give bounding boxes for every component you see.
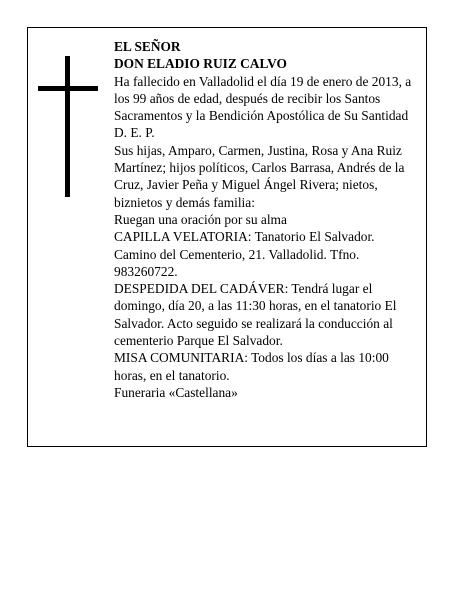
funeral-home: Funeraria «Castellana»: [114, 384, 238, 400]
heading-title: EL SEÑOR: [114, 39, 181, 54]
cross-vertical-bar: [65, 56, 70, 197]
mass-info: MISA COMUNITARIA: Todos los días a las 10:00 horas, en el tanatorio.: [114, 350, 389, 383]
cross-icon: [38, 56, 98, 197]
farewell-info: DESPEDIDA DEL CADÁVER: Tendrá lugar el domingo, día 20, a las 11:30 horas, en el tanatorio El Salvador. Acto seguido se realizará la conducción al cementerio Parque El Salvador.: [114, 281, 397, 349]
prayer-request: Ruegan una oración por su alma: [114, 211, 287, 227]
wake-chapel-info: CAPILLA VELATORIA: Tanatorio El Salvador. Camino del Cementerio, 21. Valladolid. Tfno. 983260722.: [114, 229, 375, 279]
cross-horizontal-bar: [38, 86, 98, 91]
family-list: Sus hijas, Amparo, Carmen, Justina, Rosa y Ana Ruiz Martínez; hijos políticos, Carlos Barrasa, Andrés de la Cruz, Javier Peña y Miguel Ángel Rivera; nietos, biznietos y demás familia:: [114, 142, 405, 210]
death-announcement: Ha fallecido en Valladolid el día 19 de enero de 2013, a los 99 años de edad, después de recibir los Santos Sacramentos y la Bendición Apostólica de Su Santidad D. E. P.: [114, 73, 412, 141]
deceased-name: DON ELADIO RUIZ CALVO: [114, 56, 287, 72]
obituary-text: [114, 38, 420, 401]
